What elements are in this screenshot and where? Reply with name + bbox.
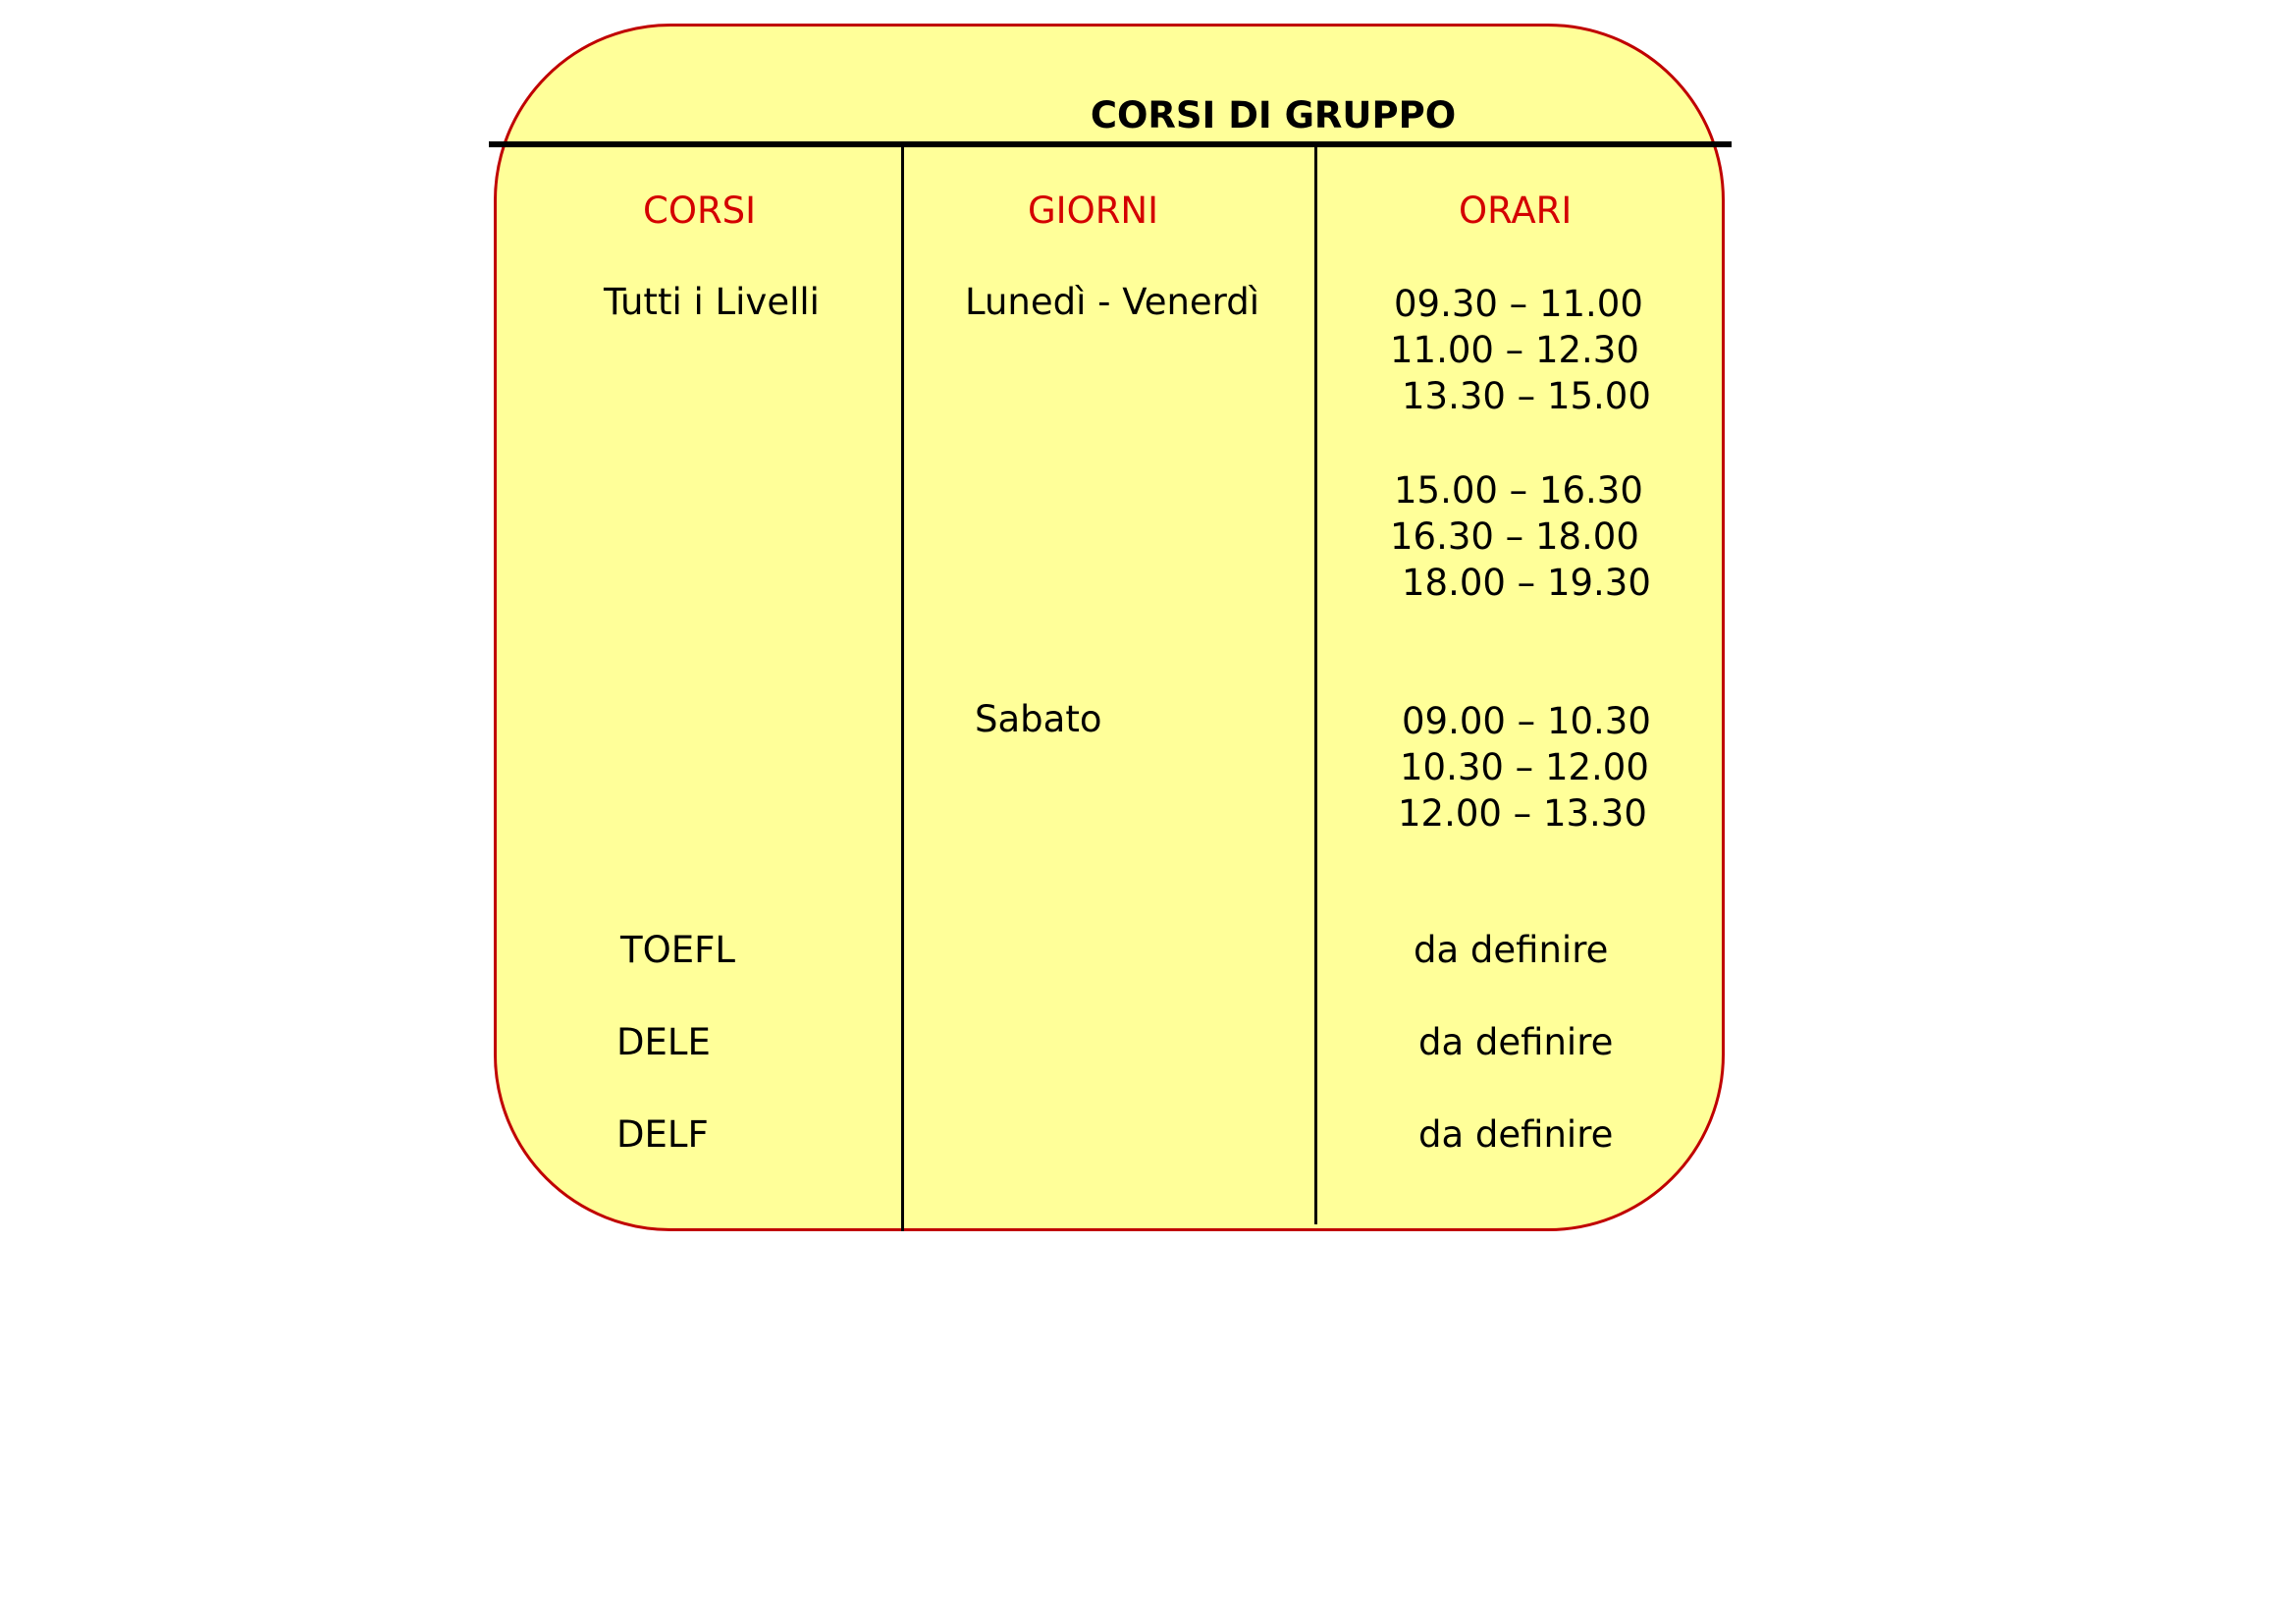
- column-divider-2: [1314, 147, 1317, 1224]
- course-all-levels: Tutti i Livelli: [604, 281, 820, 323]
- times-weekday-afternoon: [1390, 467, 1651, 606]
- course-dele: DELE: [616, 1021, 711, 1063]
- course-toefl: TOEFL: [620, 929, 735, 971]
- times-weekday-morning: [1390, 281, 1651, 419]
- time-slot: 15.00 – 16.30: [1394, 469, 1643, 512]
- days-weekdays: Lunedì - Venerdì: [965, 281, 1260, 323]
- schedule-delf: da definire: [1418, 1113, 1614, 1156]
- column-divider-1: [901, 147, 904, 1231]
- time-slot: 16.30 – 18.00: [1390, 515, 1639, 558]
- time-slot: 10.30 – 12.00: [1400, 746, 1649, 788]
- course-delf: DELF: [616, 1113, 709, 1156]
- time-slot: 12.00 – 13.30: [1398, 792, 1647, 835]
- days-saturday: Sabato: [975, 698, 1102, 740]
- schedule-toefl: da definire: [1414, 929, 1609, 971]
- time-slot: 11.00 – 12.30: [1390, 329, 1639, 371]
- times-saturday: [1394, 698, 1651, 837]
- column-header-orari: ORARI: [1459, 189, 1573, 232]
- time-slot: 18.00 – 19.30: [1402, 562, 1651, 604]
- title-divider: [489, 141, 1732, 147]
- page-title: CORSI DI GRUPPO: [1090, 94, 1457, 136]
- time-slot: 09.00 – 10.30: [1402, 700, 1651, 742]
- schedule-dele: da definire: [1418, 1021, 1614, 1063]
- column-header-giorni: GIORNI: [1028, 189, 1159, 232]
- column-header-corsi: CORSI: [643, 189, 757, 232]
- time-slot: 13.30 – 15.00: [1402, 375, 1651, 417]
- time-slot: 09.30 – 11.00: [1394, 283, 1643, 325]
